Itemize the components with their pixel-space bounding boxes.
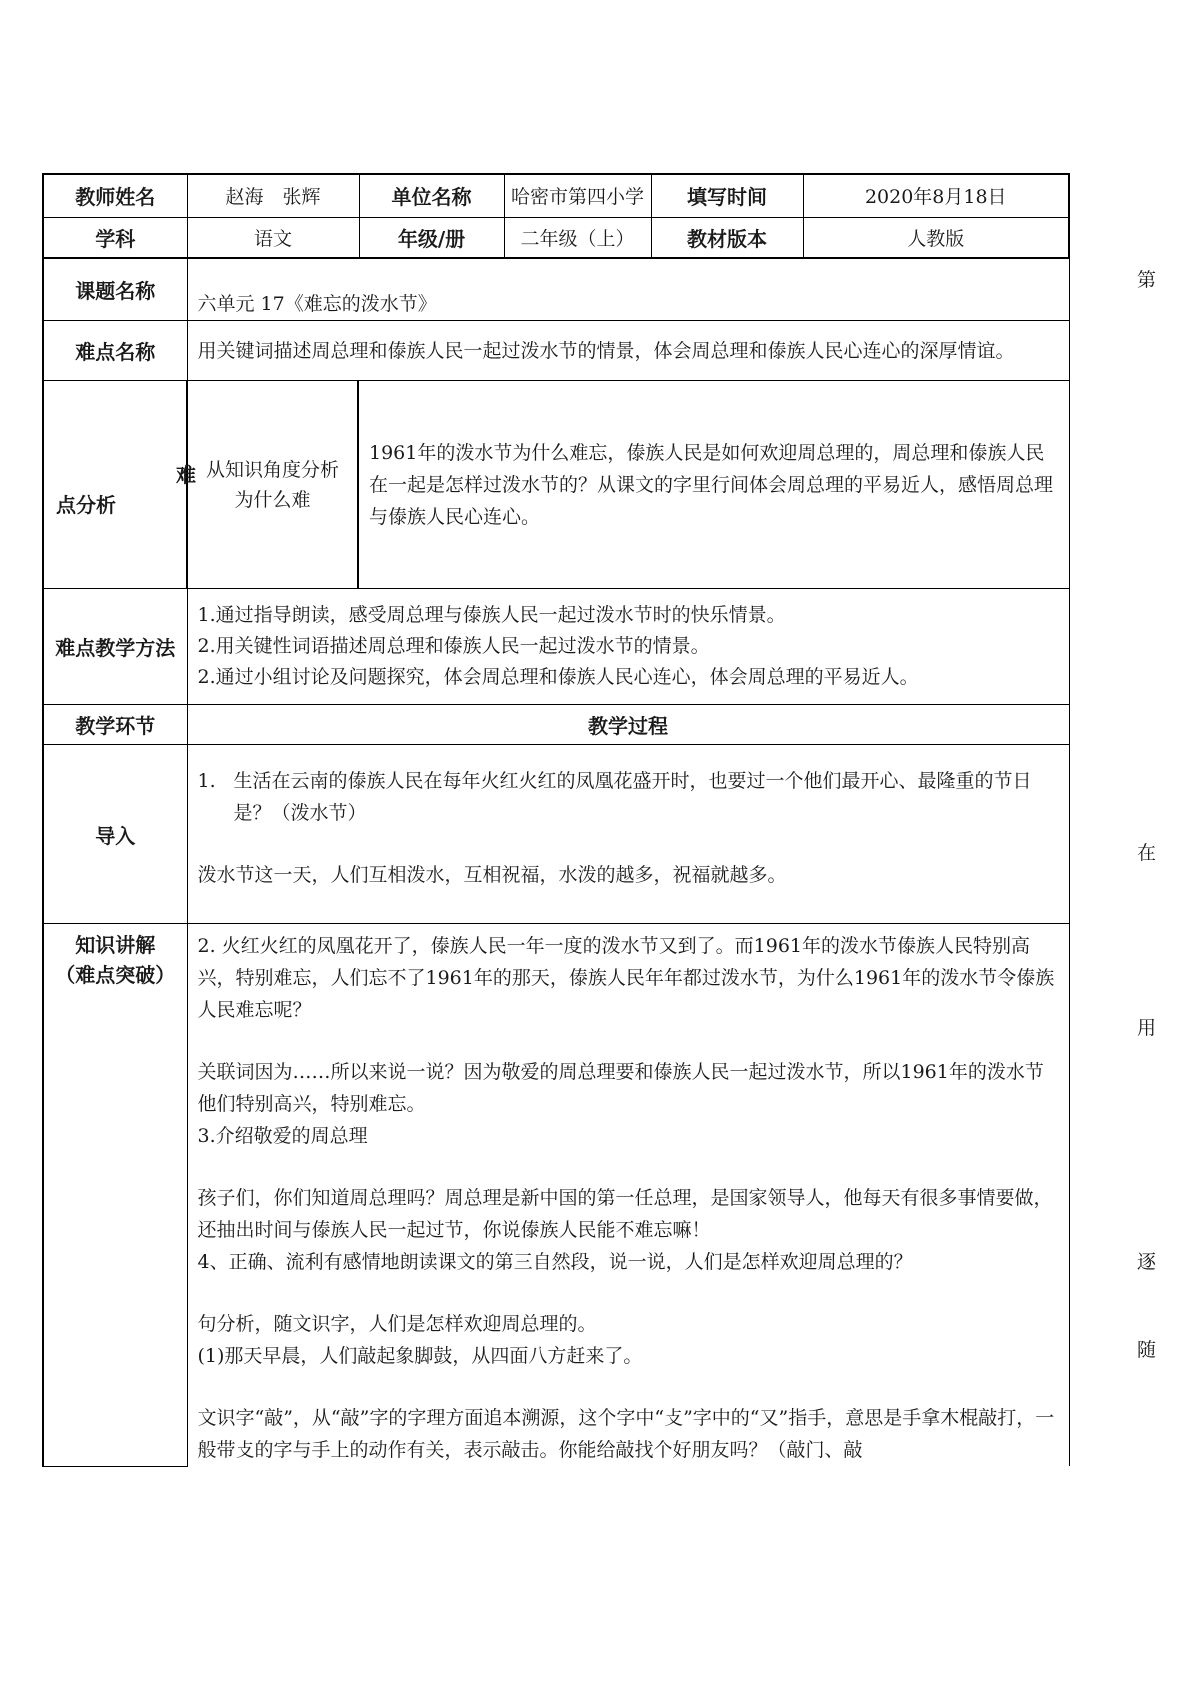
method-item: 2.用关键性词语描述周总理和傣族人民一起过泼水节的情景。 bbox=[197, 635, 710, 657]
method-label: 难点教学方法 bbox=[43, 589, 187, 705]
margin-char: 用 bbox=[1137, 1017, 1157, 1039]
explain-content bbox=[187, 924, 1069, 1467]
difficulty-value: 用关键词描述周总理和傣族人民一起过泼水节的情景，体会周总理和傣族人民心连心的深厚情谊。 bbox=[187, 321, 1069, 381]
explain-paragraph: 孩子们，你们知道周总理吗？周总理是新中国的第一任总理，是国家领导人，他每天有很多事情要做，还抽出时间与傣族人民一起过节，你说傣族人民能不难忘嘛！ bbox=[197, 1187, 1053, 1241]
explain-paragraph: 3.介绍敬爱的周总理 bbox=[197, 1125, 368, 1147]
subject-label: 学科 bbox=[43, 217, 187, 257]
stage-header: 教学环节 bbox=[43, 705, 187, 745]
method-item: 1.通过指导朗读，感受周总理与傣族人民一起过泼水节时的快乐情景。 bbox=[197, 604, 786, 626]
date-value: 2020年8月18日 bbox=[803, 174, 1069, 217]
intro-item-number: 1. bbox=[197, 770, 216, 792]
margin-char: 逐 bbox=[1137, 1251, 1157, 1273]
process-header: 教学过程 bbox=[187, 705, 1069, 745]
explain-paragraph: 2. 火红火红的凤凰花开了，傣族人民一年一度的泼水节又到了。而1961年的泼水节傣族人民特别高兴，特别难忘，人们忘不了1961年的那天，傣族人民年年都过泼水节，为什么1961年的泼水节令傣族人民难忘呢？ bbox=[197, 935, 1055, 1021]
edition-value: 人教版 bbox=[803, 217, 1069, 257]
grade-value: 二年级（上） bbox=[504, 217, 651, 257]
method-list bbox=[187, 589, 1069, 705]
unit-value: 哈密市第四小学 bbox=[504, 174, 651, 217]
explain-paragraph: (1)那天早晨，人们敲起象脚鼓，从四面八方赶来了。 bbox=[197, 1345, 643, 1367]
explain-paragraph: 文识字“敲”，从“敲”字的字理方面追本溯源，这个字中“攴”字中的“又”指手，意思是手拿木棍敲打，一般带攴的字与手上的动作有关，表示敲击。你能给敲找个好朋友吗？（敲门、敲 bbox=[197, 1407, 1055, 1461]
difficulty-label: 难点名称 bbox=[43, 321, 187, 381]
explain-label bbox=[43, 924, 187, 1467]
analysis-value: 1961年的泼水节为什么难忘，傣族人民是如何欢迎周总理的，周总理和傣族人民在一起是怎样过泼水节的？从课文的字里行间体会周总理的平易近人，感悟周总理与傣族人民心连心。 bbox=[358, 381, 1069, 589]
intro-note: 泼水节这一天，人们互相泼水，互相祝福，水泼的越多，祝福就越多。 bbox=[197, 864, 787, 886]
explain-paragraph: 关联词因为……所以来说一说？因为敬爱的周总理要和傣族人民一起过泼水节，所以1961年的泼水节他们特别高兴，特别难忘。 bbox=[197, 1061, 1044, 1115]
analysis-label-main: 点分析 bbox=[56, 493, 116, 517]
intro-item-text: 生活在云南的傣族人民在每年火红火红的凤凰花盛开时，也要过一个他们最开心、最隆重的节日是？（泼水节） bbox=[233, 770, 1032, 824]
subject-value: 语文 bbox=[187, 217, 359, 257]
method-item: 2.通过小组讨论及问题探究，体会周总理和傣族人民心连心，体会周总理的平易近人。 bbox=[197, 666, 919, 688]
topic-label: 课题名称 bbox=[43, 259, 187, 321]
margin-char: 第 bbox=[1137, 269, 1157, 291]
analysis-sublabel: 从知识角度分析为什么难 bbox=[187, 381, 358, 589]
margin-char: 随 bbox=[1137, 1339, 1157, 1361]
teacher-value: 赵海 张辉 bbox=[187, 174, 359, 217]
analysis-label-prefix: 难 bbox=[176, 463, 196, 487]
intro-content bbox=[187, 745, 1069, 924]
explain-paragraph: 4、正确、流利有感情地朗读课文的第三自然段，说一说，人们是怎样欢迎周总理的？ bbox=[197, 1251, 913, 1273]
grade-label: 年级/册 bbox=[359, 217, 504, 257]
edition-label: 教材版本 bbox=[651, 217, 803, 257]
analysis-label bbox=[43, 381, 196, 589]
topic-value: 六单元 17《难忘的泼水节》 bbox=[187, 259, 1069, 321]
date-label: 填写时间 bbox=[651, 174, 803, 217]
explain-label-line2: （难点突破） bbox=[55, 963, 176, 987]
margin-char: 在 bbox=[1137, 842, 1157, 864]
teacher-label: 教师姓名 bbox=[43, 174, 187, 217]
explain-label-line1: 知识讲解 bbox=[75, 933, 156, 957]
intro-label: 导入 bbox=[43, 745, 187, 924]
explain-paragraph: 句分析，随文识字，人们是怎样欢迎周总理的。 bbox=[197, 1313, 597, 1335]
unit-label: 单位名称 bbox=[359, 174, 504, 217]
